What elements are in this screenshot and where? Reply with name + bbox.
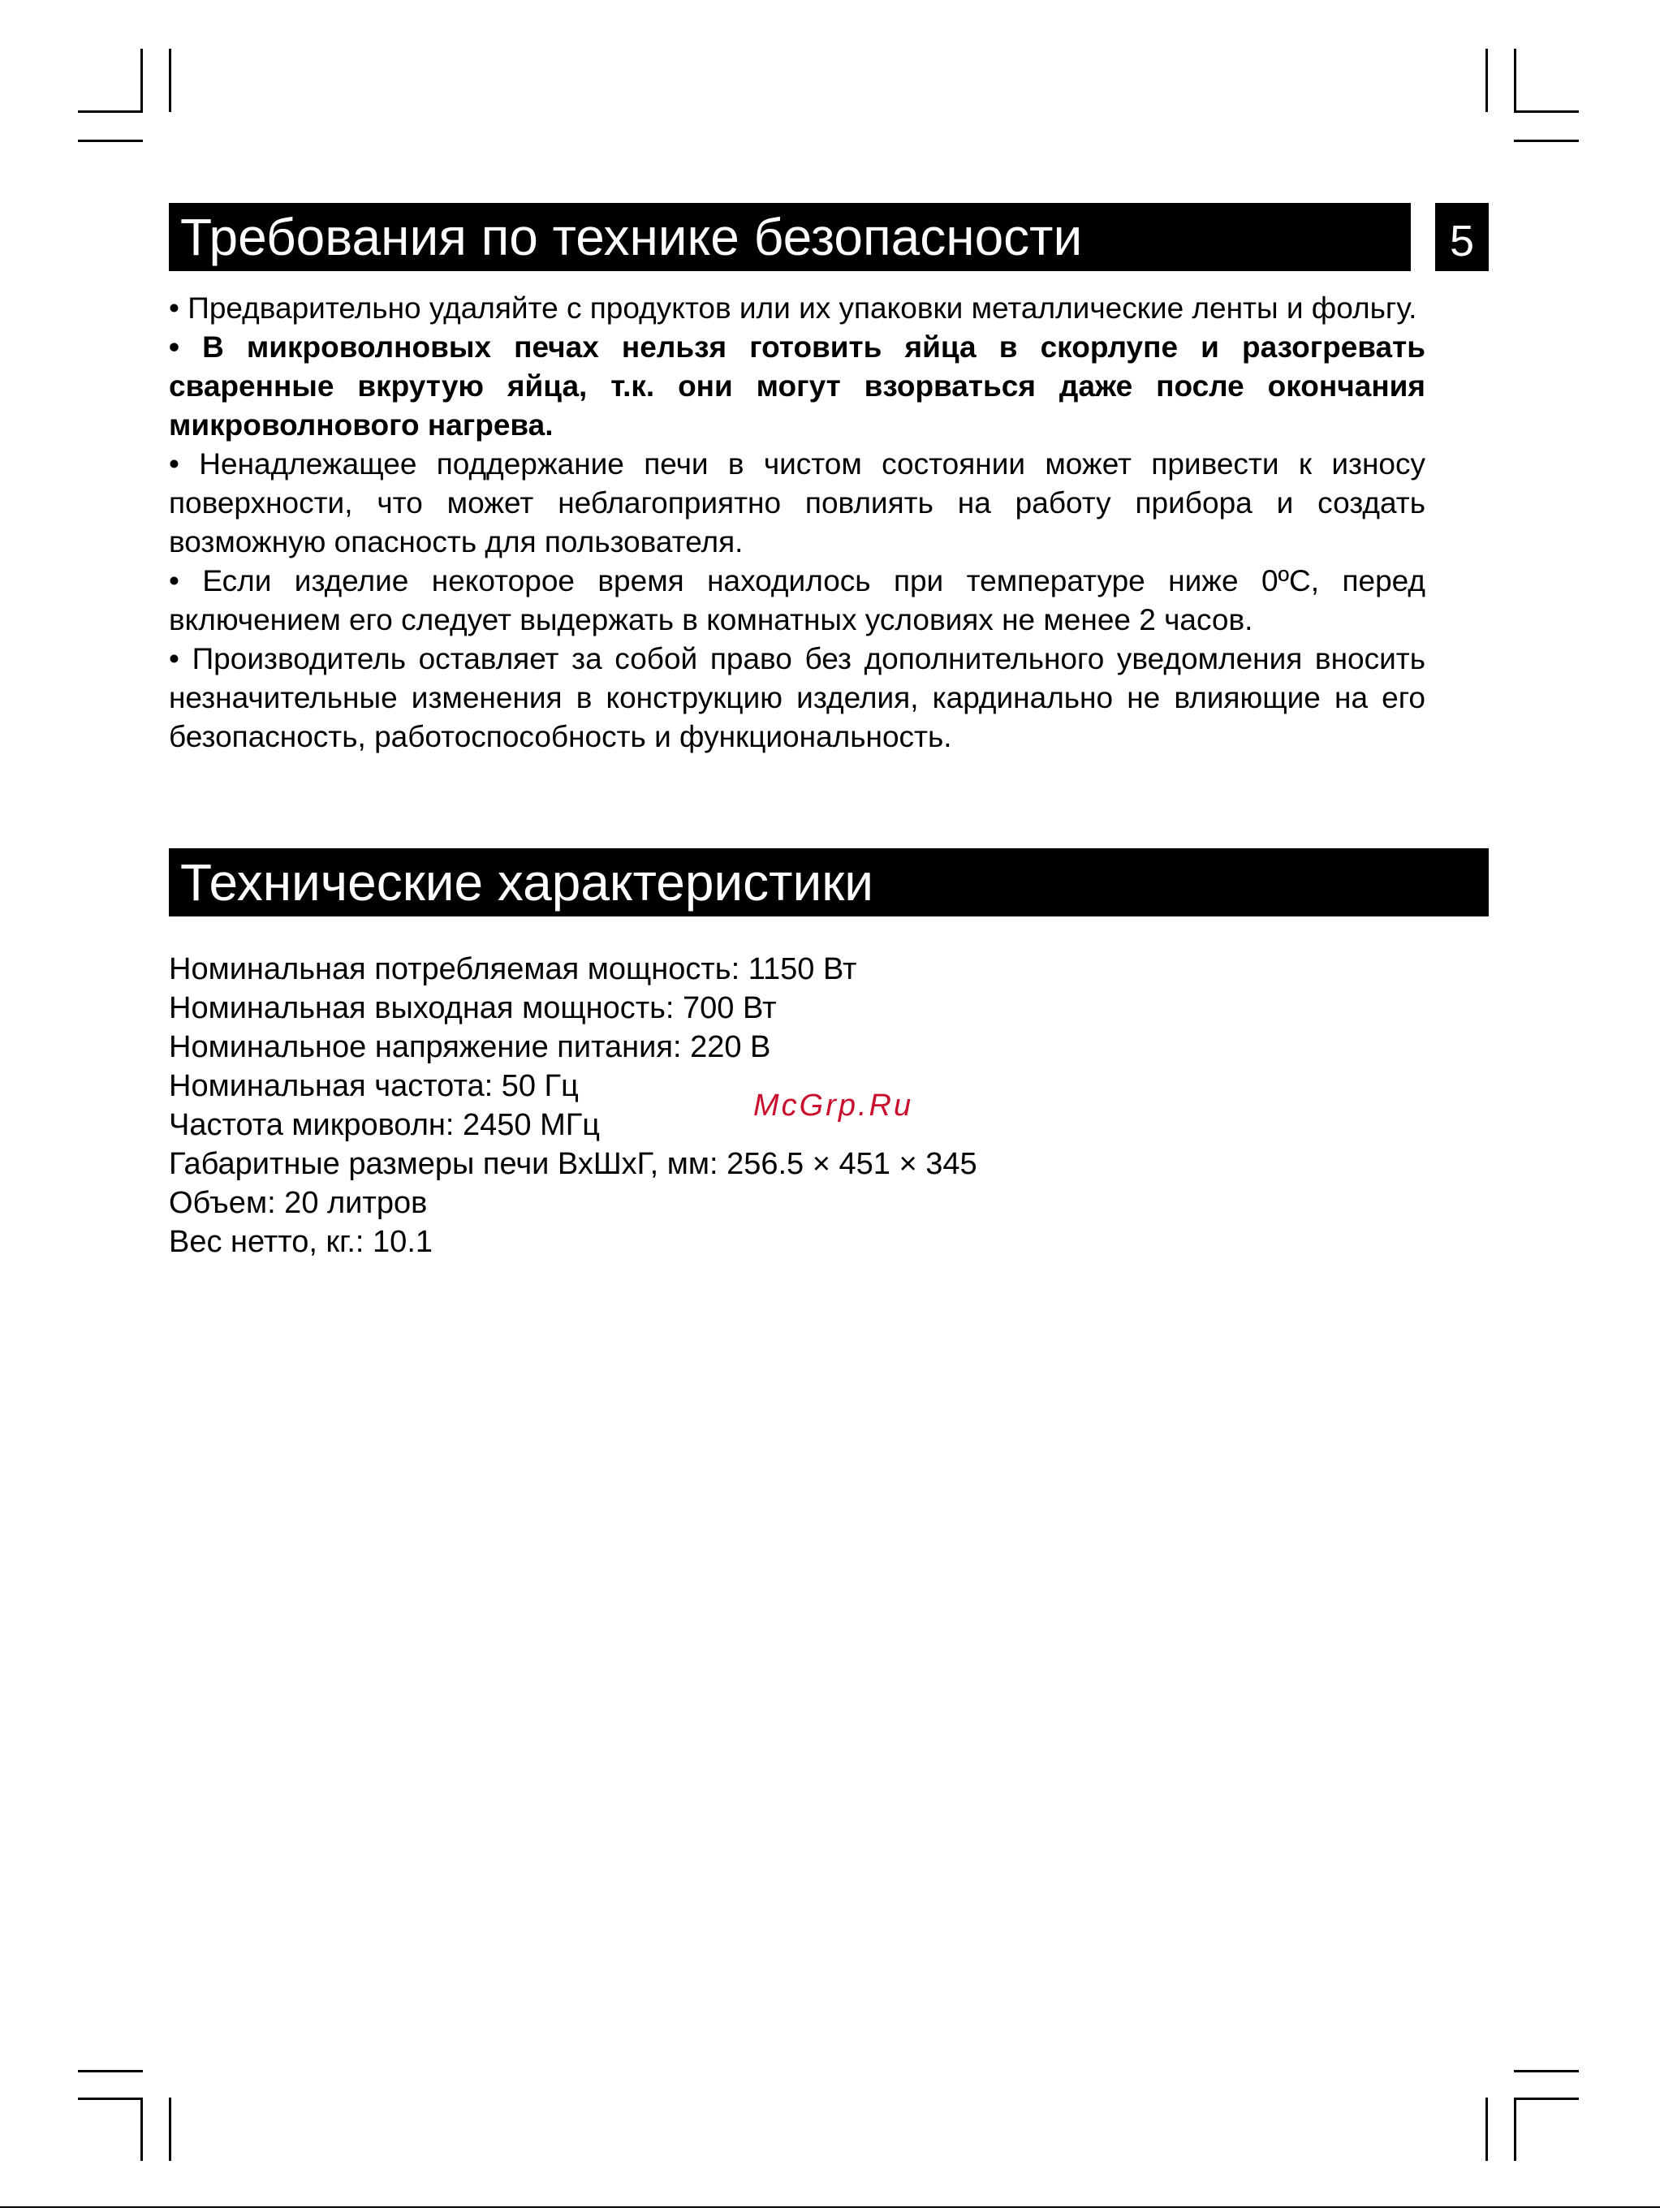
crop-mark [1485,49,1488,112]
page-number: 5 [1435,203,1489,271]
safety-item: • Предварительно удаляйте с продуктов или их упаковки металлические ленты и фольгу. [169,291,1417,325]
crop-mark [78,110,143,113]
spec-line: Габаритные размеры печи ВхШхГ, мм: 256.5 × 451 × 345 [169,1147,977,1181]
crop-mark [169,2098,171,2161]
spec-line: Номинальная потребляемая мощность: 1150 Вт [169,952,857,986]
safety-list [169,289,1425,757]
safety-item-warning: • В микроволновых печах нельзя готовить яйца в скорлупе и разогревать сваренные вкрутую яйца, т.к. они могут взорваться даже после окончания микроволнового нагрева. [169,330,1425,442]
bottom-edge-line [0,2206,1660,2208]
safety-section-title: Требования по технике безопасности [169,203,1411,271]
safety-item: • Если изделие некоторое время находилось при температуре ниже 0ºС, перед включением его следует выдержать в комнатных условиях не менее 2 часов. [169,564,1425,636]
crop-mark [1514,110,1579,113]
spec-line: Вес нетто, кг.: 10.1 [169,1225,433,1259]
crop-mark [1514,2098,1516,2161]
crop-mark [78,140,143,142]
crop-mark [1485,2098,1488,2161]
specs-section-title: Технические характеристики [169,848,1489,916]
watermark: McGrp.Ru [753,1089,914,1123]
spec-line: Номинальная частота: 50 Гц [169,1069,579,1103]
crop-mark [140,2098,143,2161]
crop-mark [1514,140,1579,142]
spec-line: Номинальная выходная мощность: 700 Вт [169,991,777,1025]
spec-line: Номинальное напряжение питания: 220 В [169,1030,771,1064]
crop-mark [78,2070,143,2072]
crop-mark [169,49,171,112]
crop-mark [1514,49,1516,112]
crop-mark [1514,2098,1579,2100]
specs-list [169,950,1305,1261]
safety-item: • Ненадлежащее поддержание печи в чистом состоянии может привести к износу поверхности, что может неблагоприятно повлиять на работу прибора и создать возможную опасность для пользователя. [169,447,1425,558]
crop-mark [78,2098,143,2100]
spec-line: Объем: 20 литров [169,1186,428,1220]
spec-line: Частота микроволн: 2450 МГц [169,1108,601,1142]
safety-item: • Производитель оставляет за собой право без дополнительного уведомления вносить незначительные изменения в конструкцию изделия, кардинально не влияющие на его безопасность, работоспособность и функциональность. [169,642,1425,753]
crop-mark [1514,2070,1579,2072]
crop-mark [140,49,143,112]
